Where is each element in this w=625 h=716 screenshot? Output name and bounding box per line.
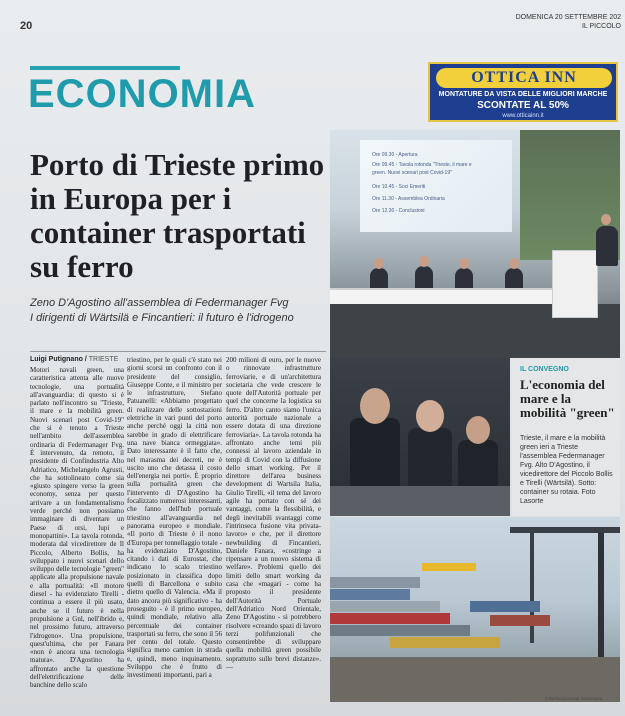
conference-photo [330, 130, 620, 358]
container [330, 589, 410, 600]
article-column-3: 200 milioni di euro, per le nuove o rinnovate infrastrutture ferroviarie, e di un'architettura societaria che vede crescere le quote dell'Autorità portuale per quel che concerne la logistica su ferro. D'altro canto siamo l'unica autorità portuale nazionale a essere dotata di una direzione ferroviaria». La tavola rotonda ha affrontato anche temi più connessi al lavoro aziendale in tempi di Covid con la diffusione dello smart working. Per il direttore dell'area business development di Wartsila Italia, Giulio Tirelli, «il tema del lavoro agile ha portato con sé dei vantaggi, come la flessibilità, e degli inevitabili svantaggi come l'intrinseca fusione vita privata-lavoro» e che, per il direttore newbuilding di Fincantieri, Daniele Fanara, «costringe a ripensare a un nuovo sistema di welfare». Problemi quello dei limiti dello smart working da casa che «magari - come ha proposto il presidente dell'Autorità Portuale dell'Adriatico Nord Orientale, Zeno D'Agostino - si potrebbero risolvere «creando spazi di lavoro terzi polifunzionali che consentirebbe di sviluppare quella mobilità green possibile soprattutto sulle brevi distanze». — [226, 356, 321, 671]
projection-screen [360, 140, 512, 232]
panelist-head [419, 256, 429, 267]
container [330, 601, 440, 612]
container [490, 615, 550, 626]
crane-leg [530, 533, 534, 643]
panelist-head [509, 258, 519, 269]
divider [30, 351, 326, 352]
article-column-2: triestino, per le quali c'è stato nei giorni scorsi un confronto con il presidente del consiglio, Giuseppe Conte, e il ministro per le infrastrutture, Stefano Patuanelli: «Abbiamo progettato di realizzare delle sottostazioni elettriche in vari punti del porto anche perché oggi la città non sarebbe in grado di elettrificare una nave bianca ormeggiata». Dato interessante è il fatto che, nel marasma dei decreti, ne è uscito uno che detassa il costo dell'energia nei porti». È proprio sulla portualità green che l'intervento di D'Agostino ha focalizzato numerosi interessanti, che fanno dell'hub portuale triestino all'avanguardia nel panorama europeo e mondiale. «Il porto di Trieste è il nono d'Europa per tonnellaggio totale - ha evidenziato D'Agostino, citando i dati di Eurostat, che indicano lo scalo triestino posizionato in classifica dopo quelli di Barcellona e subito dietro quello di Valencia. «Ma il dato ancora più significativo - ha proseguito - è il primo europeo, quindi mondiale, relativo alla percentuale dei container trasportati su ferro, che sono il 56 per cento del totale. Questo significa meno camion in strada e, quindi, meno inquinamento. Sviluppo che è frutto di investimenti importanti, pari a [127, 356, 222, 680]
container [390, 637, 500, 648]
panelist-head [459, 258, 469, 269]
container-port-photo [330, 517, 620, 702]
panel-table [330, 288, 580, 304]
screen-row: Ore 10.45 - Soci Emeriti [372, 184, 426, 190]
page-date [516, 13, 621, 31]
caption-title: L'economia del mare e la mobilità "green" [520, 377, 615, 420]
dateline: TRIESTE [88, 356, 119, 363]
article-column-1: Motori navali green, una caratteristica attenta alle nuove tecnologie, una portualità all'avanguardia: di questo si è parlato nell'incontro su "Trieste, il mare e la mobilità green. Nuovi scenari post Covid-19" che si è tenuto a Trieste nell'ambito dell'assemblea ordinaria di Federmanager Fvg. È intervenuto, da remoto, il presidente di Confindustria Alto Adriatico, Michelangelo Agrusti, che ha sottolineato come sia «giusto spingere verso la green economy, senza per questo arrivare a un fondamentalismo verde perché non possiamo immaginare di diventare un Paese di orsi, lupi e monopattini». La tavola rotonda, moderata dal vicedirettore de Il Piccolo, Alberto Bollis, ha sviluppato i nuovi scenari dello sviluppo delle tecnologie "green" applicate alla propulsione navale e alla portualità: «Il motore diesel - ha evidenziato Tirelli - continua a essere il più usato, anche se il futuro è nella propulsione a Gnl, nell'ibrido e, nel prossimo futuro, attraverso l'idrogeno». Una propulsione, quest'ultima, che per Fanara «non è ancora una tecnologia matura». D'Agostino ha affrontato anche la questione dell'elettrificazione delle banchine dello scalo [30, 366, 124, 690]
date-text: DOMENICA 20 SETTEMBRE 202 [515, 14, 621, 21]
speaker-head [601, 214, 611, 225]
byline: Luigi Putignano / TRIESTE [30, 356, 119, 363]
speaker [596, 226, 618, 266]
yellow-crane [422, 563, 476, 571]
section-title: ECONOMIA [28, 72, 256, 116]
crane-leg [598, 533, 604, 673]
caption-kicker: IL CONVEGNO [520, 366, 569, 373]
article-subhead [30, 296, 330, 326]
container [330, 613, 450, 624]
man-right-head [466, 416, 490, 444]
subhead-line-1: Zeno D'Agostino all'assemblea di Federmanager Fvg [30, 297, 289, 309]
ad-url: www.otticainn.it [502, 113, 544, 119]
caption-text: Trieste, il mare e la mobilità green ieri a Trieste l'assemblea Federmanager Fvg. Alto D'Agostino, il vicedirettore del Piccolo Bollis e Tirelli (Wärtsilä). Sotto: container su rotaia. Foto Lasorte [520, 435, 613, 505]
article-headline: Porto di Trieste primo in Europa per i container trasportati su ferro [30, 147, 325, 284]
screen-row: green. Nuovi scenari post Covid-19" [372, 170, 452, 176]
ad-logo: OTTICA INN [436, 68, 612, 88]
screen-row: Ore 09.30 - Apertura [372, 152, 418, 158]
screen-row: Ore 11.30 - Assemblea Ordinaria [372, 196, 445, 202]
container [330, 625, 470, 636]
photo-caption-box [512, 358, 620, 516]
ad-discount: SCONTATE AL 50% [477, 100, 569, 111]
screen-row: Ore 09.45 - Tavola rotonda "Trieste, il mare e [372, 162, 472, 168]
container [330, 577, 420, 588]
podium [552, 250, 598, 318]
author: Luigi Putignano [30, 356, 83, 363]
panelist-head [374, 258, 384, 269]
ottica-inn-advert [428, 62, 618, 122]
ad-tagline: MONTATURE DA VISTA DELLE MIGLIORI MARCHE [438, 91, 608, 98]
subhead-line-2: I dirigenti di Wärtsilä e Fincantieri: il futuro è l'idrogeno [30, 312, 294, 324]
screen-row: Ore 12.30 - Conclusioni [372, 208, 425, 214]
page-number: 20 [20, 20, 33, 32]
container [470, 601, 540, 612]
paper-name: IL PICCOLO [581, 23, 621, 30]
copyright: © RIPRODUZIONE RISERVATA [545, 696, 603, 701]
